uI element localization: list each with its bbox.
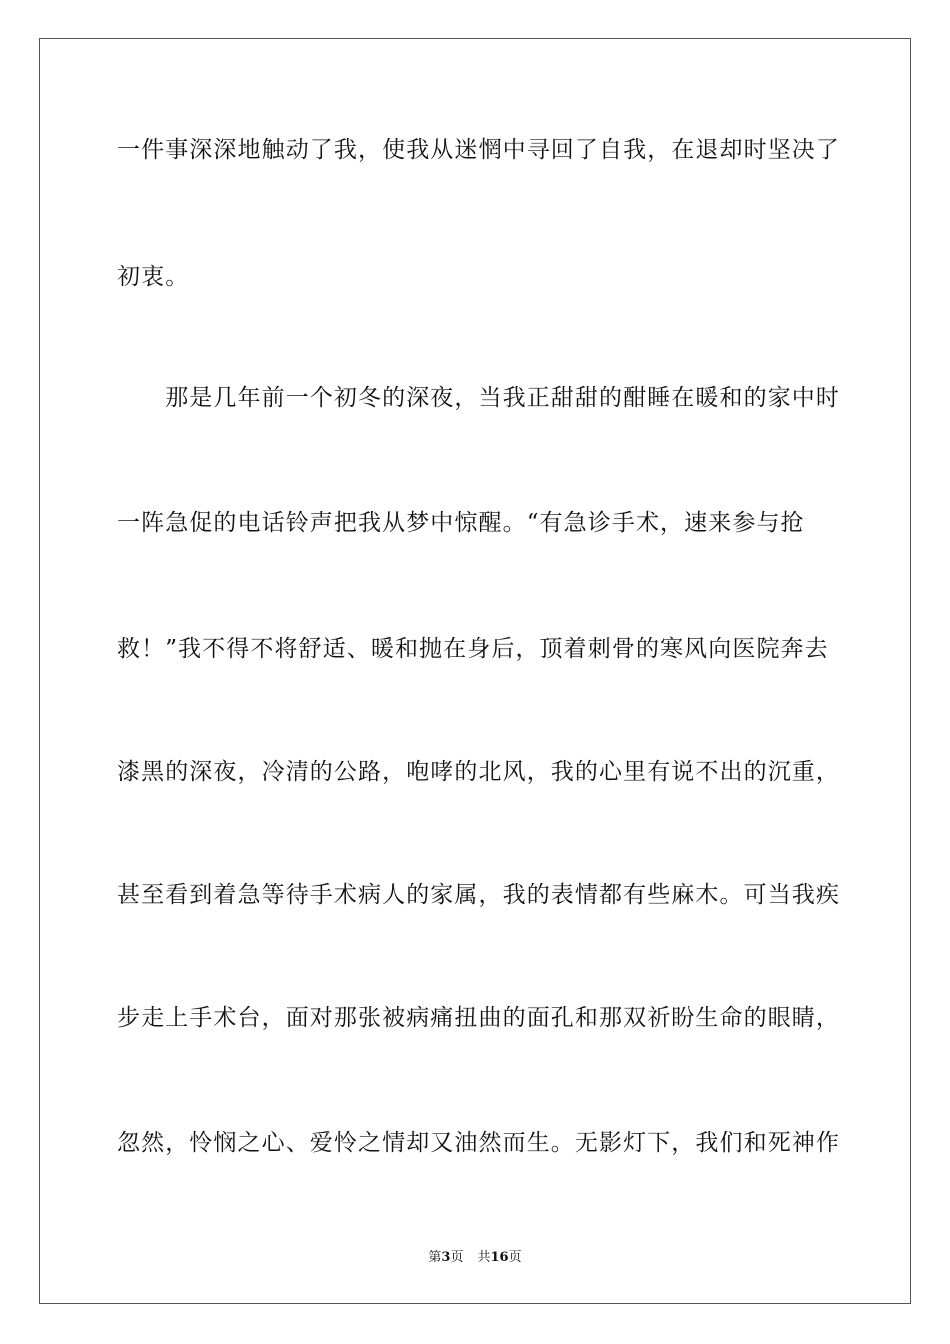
page-footer: [0, 1249, 950, 1267]
footer-page-number: 3: [441, 1250, 451, 1265]
text-line-8: 步走上手术台，面对那张被病痛扭曲的面孔和那双祈盼生命的眼睛，: [117, 1005, 840, 1031]
text-line-6: 漆黑的深夜，冷清的公路，咆哮的北风，我的心里有说不出的沉重，: [117, 759, 840, 785]
text-line-4: 一阵急促的电话铃声把我从梦中惊醒。“有急诊手术，速来参与抢: [117, 510, 805, 536]
text-line-1: 一件事深深地触动了我，使我从迷惘中寻回了自我，在退却时坚决了: [117, 137, 840, 163]
footer-page-prefix: 第: [428, 1250, 442, 1265]
text-line-2: 初衷。: [117, 264, 190, 290]
text-line-7: 甚至看到着急等待手术病人的家属，我的表情都有些麻木。可当我疾: [117, 882, 840, 908]
text-line-9: 忽然，怜悯之心、爱怜之情却又油然而生。无影灯下，我们和死神作: [117, 1130, 840, 1156]
text-line-3: 那是几年前一个初冬的深夜，当我正甜甜的酣睡在暖和的家中时: [117, 385, 840, 411]
footer-page-suffix: 页: [450, 1250, 464, 1265]
footer-total-pages: 16: [490, 1250, 509, 1265]
page-border: [39, 38, 911, 1304]
text-line-5: 救！”我不得不将舒适、暖和抛在身后，顶着刺骨的寒风向医院奔去: [117, 636, 829, 662]
footer-total-suffix: 页: [508, 1250, 522, 1265]
footer-total-prefix: 共: [477, 1250, 491, 1265]
